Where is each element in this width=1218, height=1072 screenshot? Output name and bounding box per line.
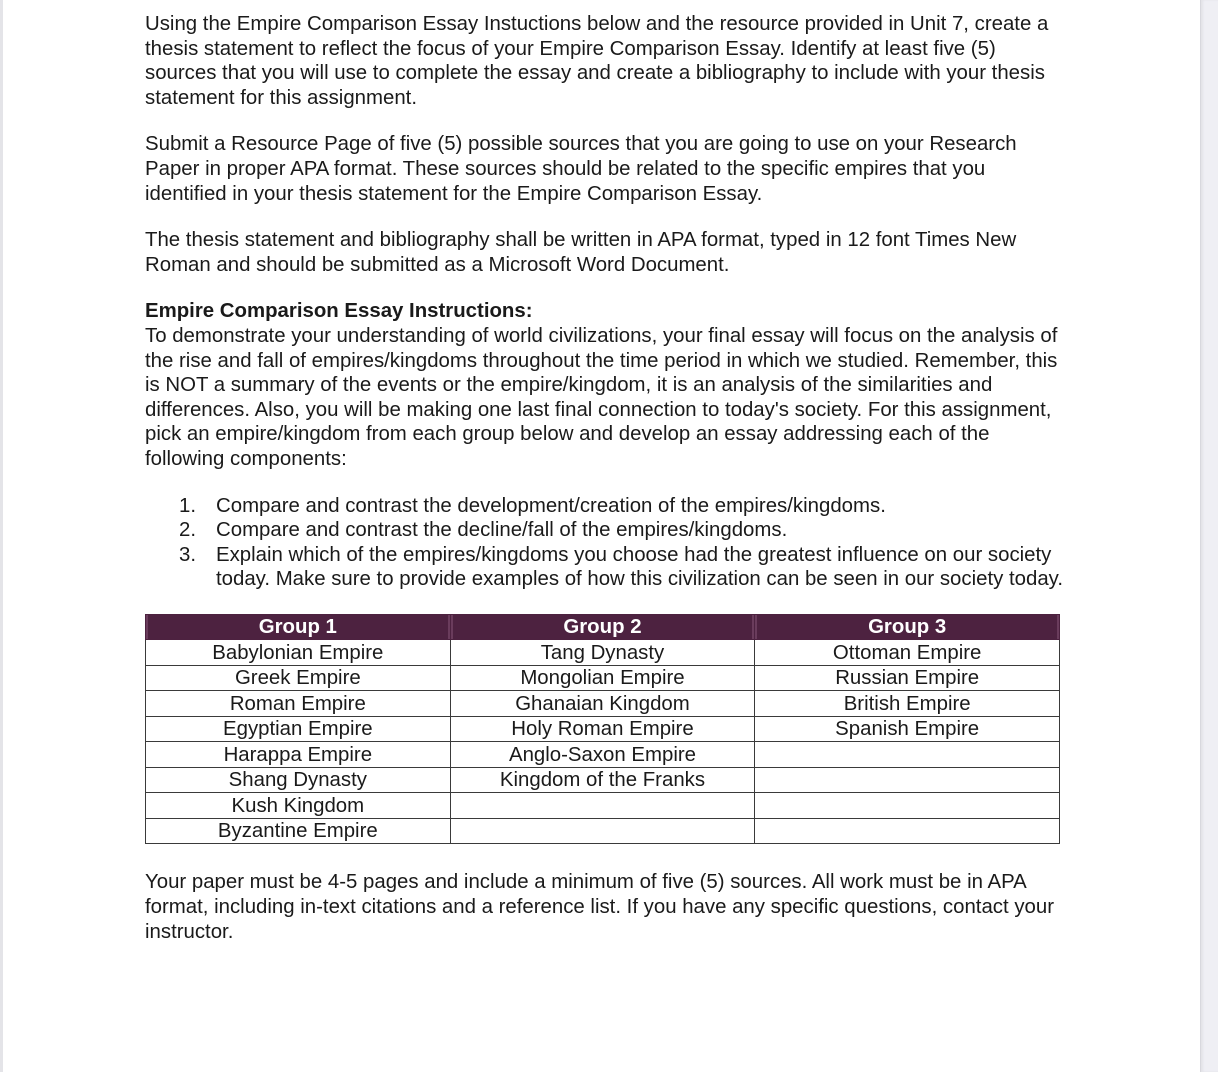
table-row: Egyptian Empire Holy Roman Empire Spanish Empire <box>146 716 1060 742</box>
resource-page-paragraph: Submit a Resource Page of five (5) possible sources that you are going to use on your Research Paper in proper APA format. These sources should be related to the specific empires that you identified in your thesis statement for the Empire Comparison Essay. <box>145 133 1017 205</box>
list-item: 2. Compare and contrast the decline/fall of the empires/kingdoms. <box>179 519 788 542</box>
header-group-3: Group 3 <box>755 614 1060 640</box>
components-list <box>145 494 1065 592</box>
table-row: Greek Empire Mongolian Empire Russian Empire <box>146 665 1060 691</box>
intro-paragraph: Using the Empire Comparison Essay Instuctions below and the resource provided in Unit 7, create a thesis statement to reflect the focus of your Empire Comparison Essay. Identify at least five (5) sources that you will use to complete the essay and create a bibliography to include with your thesis statement for this assignment. <box>145 13 1049 109</box>
header-group-2: Group 2 <box>450 614 755 640</box>
table-row: Babylonian Empire Tang Dynasty Ottoman Empire <box>146 640 1060 666</box>
page-left-edge <box>0 0 3 1072</box>
table-row: Shang Dynasty Kingdom of the Franks <box>146 767 1060 793</box>
header-group-1: Group 1 <box>146 614 451 640</box>
list-item: 1. Compare and contrast the development/creation of the empires/kingdoms. <box>179 494 886 517</box>
format-paragraph: The thesis statement and bibliography shall be written in APA format, typed in 12 font Times New Roman and should be submitted as a Microsoft Word Document. <box>145 229 1017 276</box>
table-header-row <box>146 614 1060 640</box>
empire-groups-table <box>145 614 1060 845</box>
table-row: Harappa Empire Anglo-Saxon Empire <box>146 742 1060 768</box>
table-row: Byzantine Empire <box>146 818 1060 844</box>
closing-paragraph: Your paper must be 4-5 pages and include a minimum of five (5) sources. All work must be in APA format, including in-text citations and a reference list. If you have any specific questions, contact your instructor. <box>145 871 1054 943</box>
table-row: Roman Empire Ghanaian Kingdom British Empire <box>146 691 1060 717</box>
table-row: Kush Kingdom <box>146 793 1060 819</box>
scroll-gutter[interactable] <box>1200 0 1218 1072</box>
list-item: 3. Explain which of the empires/kingdoms you choose had the greatest influence on our society today. Make sure to provide examples of how this civilization can be seen in our society today. <box>179 543 1064 591</box>
instructions-heading: Empire Comparison Essay Instructions: <box>145 300 533 323</box>
instructions-section <box>145 299 1065 471</box>
instructions-body: To demonstrate your understanding of world civilizations, your final essay will focus on the analysis of the rise and fall of empires/kingdoms throughout the time period in which we studied. Remember, this is NOT a summary of the events or the empire/kingdom, it is an analysis of the similarities and differences. Also, you will be making one last final connection to today's society. For this assignment, pick an empire/kingdom from each group below and develop an essay addressing each of the following components: <box>145 324 1058 470</box>
document-page <box>145 12 1065 966</box>
